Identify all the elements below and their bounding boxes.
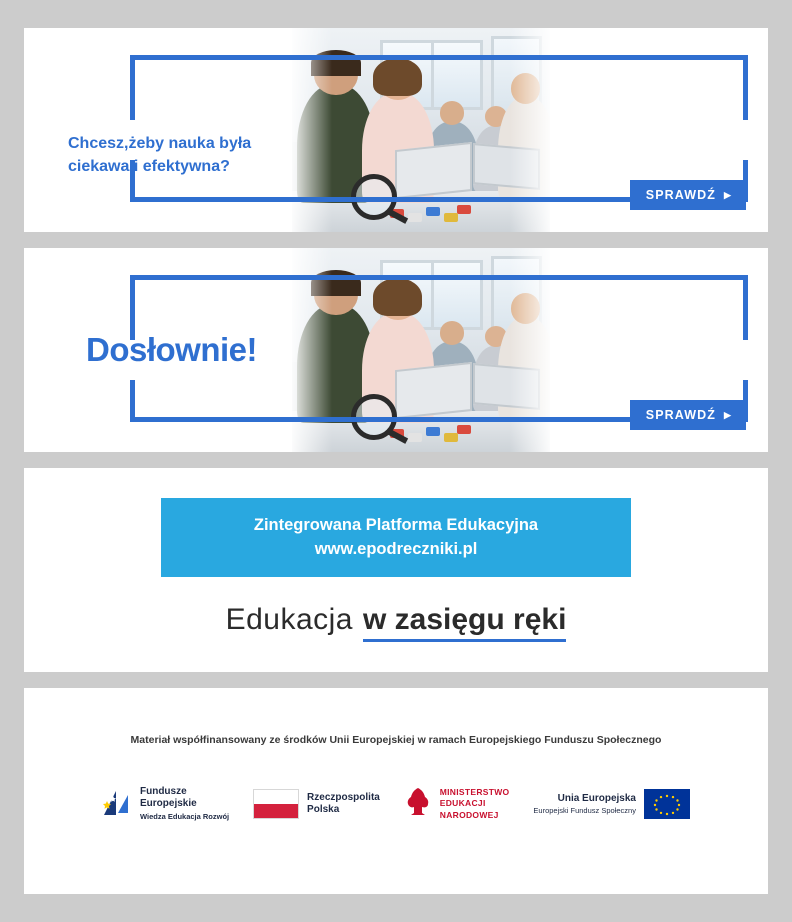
slogan-light: Edukacja [225,602,353,636]
check-button-2[interactable] [630,400,746,430]
rp-line2: Polska [307,804,340,815]
logo-rp-text [307,792,380,817]
play-arrow-icon: ▶ [723,409,732,420]
frame-gap-right-2 [737,340,753,380]
banner-answer[interactable] [24,248,768,452]
check-button-1[interactable] [630,180,746,210]
check-button-label: SPRAWDŹ [645,408,716,422]
men-line2: EDUKACJI [439,798,486,809]
fe-line2: Europejskie [140,798,197,810]
classroom-photo [292,28,550,232]
logo-row [54,786,738,823]
polish-eagle-icon [404,786,432,823]
logo-unia-europejska [533,789,690,819]
fundusze-europejskie-icon [102,789,132,819]
logo-ministerstwo-edukacji [404,786,510,823]
eu-flag-icon [644,789,690,819]
eu-sub: Europejski Fundusz Społeczny [533,805,636,815]
rp-line1: Rzeczpospolita [307,791,380,803]
slogan-strong: w zasięgu ręki [363,603,566,642]
play-arrow-icon: ▶ [723,189,732,200]
banner-headline: Chcesz,żeby nauka była ciekawa i efektywna? [68,135,252,176]
platform-title: Zintegrowana Platforma Edukacyjna [253,516,539,535]
logo-fundusze-europejskie [102,786,229,822]
fe-line1: Fundusze [140,785,187,797]
platform-banner[interactable] [161,498,631,576]
platform-block [24,468,768,672]
logo-fundusze-text [140,786,229,822]
banner-question[interactable] [24,28,768,232]
slogan [226,603,567,642]
men-line1: MINISTERSTWO [439,786,510,797]
fe-sub: Wiedza Edukacja Rozwój [140,811,230,821]
platform-url[interactable]: www.epodreczniki.pl [314,539,478,558]
logo-eu-text [533,792,636,817]
polish-flag-icon [253,789,299,819]
funding-note: Materiał współfinansowany ze środków Unii Europejskiej w ramach Europejskiego Funduszu Społecznego [130,733,662,746]
men-line3: NARODOWEJ [439,809,499,820]
funding-footer [24,688,768,894]
banner-headline-2: Dosłownie! [86,331,258,368]
eu-line1: Unia Europejska [557,792,636,804]
logo-rzeczpospolita-polska [253,789,380,819]
check-button-label: SPRAWDŹ [645,188,716,202]
logo-men-text [440,787,510,821]
classroom-photo-2 [292,248,550,452]
frame-gap-right [737,120,753,160]
